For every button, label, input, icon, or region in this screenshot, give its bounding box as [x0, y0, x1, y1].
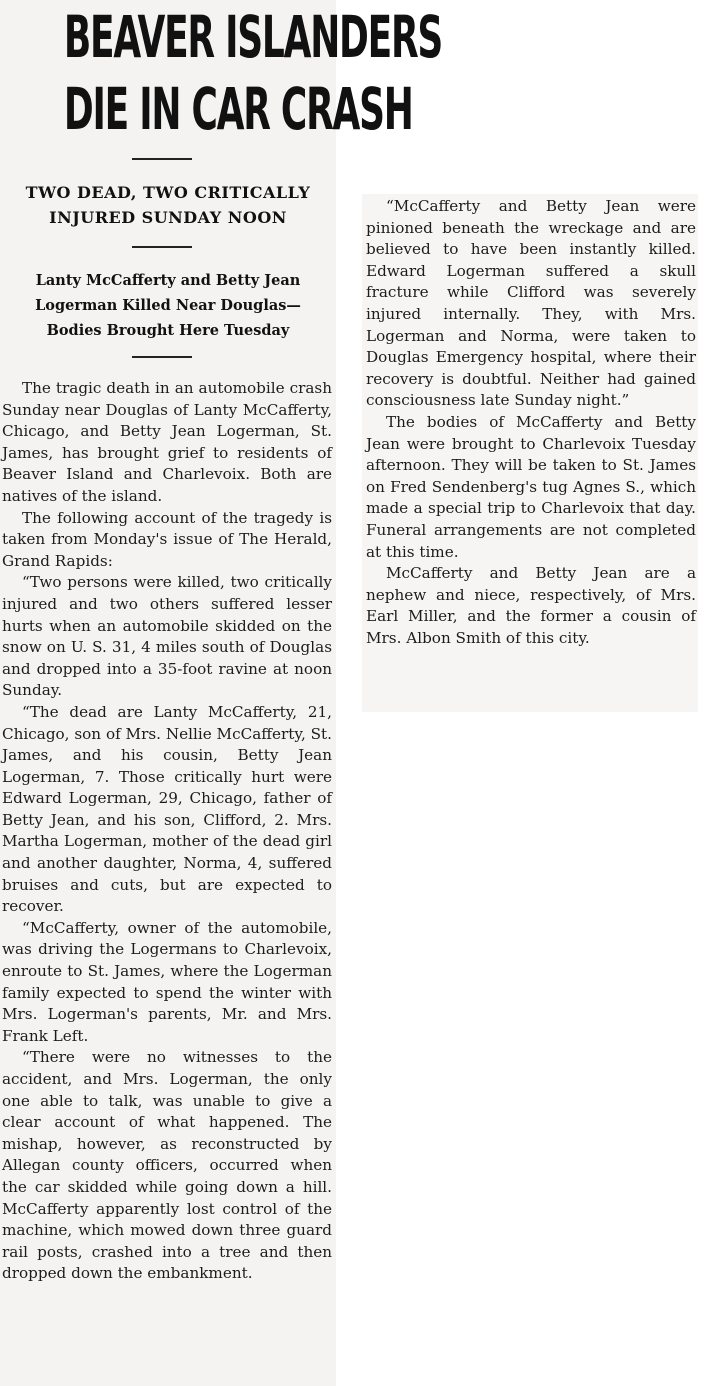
paragraph: “Two persons were killed, two critically injured and two others suffered lesser hurts when an automobile skidded on the snow on U. S. 31, 4 miles south of Douglas and dropped into a 35-foot ravine at noon Sunday.: [2, 573, 332, 700]
primary-deck-line: TWO DEAD, TWO CRITICALLY: [25, 183, 311, 202]
primary-deck: [0, 180, 336, 230]
paragraph: “McCafferty and Betty Jean were pinioned beneath the wreckage and are believed to have been instantly killed. Edward Logerman suffered a skull fracture while Clifford was severely injured internally. They, with Mrs. Logerman and Norma, were taken to Douglas Emergency hospital, where their recovery is doubtful. Neither had gained consciousness late Sunday night.”: [366, 197, 696, 410]
paragraph: The bodies of McCafferty and Betty Jean were brought to Charlevoix Tuesday afternoon. They will be taken to St. James on Fred Sendenberg's tug Agnes S., which made a special trip to Charlevoix that day. Funeral arrangements are not completed at this time.: [366, 412, 696, 561]
headline-line-1: BEAVER ISLANDERS: [63, 3, 443, 71]
paragraph: The following account of the tragedy is taken from Monday's issue of The Herald, Grand Rapids:: [2, 508, 332, 570]
article-body-right: [366, 196, 696, 649]
secondary-deck: [0, 268, 336, 343]
article-body-left: [2, 378, 332, 1285]
paragraph: “The dead are Lanty McCafferty, 21, Chicago, son of Mrs. Nellie McCafferty, St. James, and his cousin, Betty Jean Logerman, 7. Those critically hurt were Edward Logerman, 29, Chicago, father of Betty Jean, and his son, Clifford, 2. Mrs. Martha Logerman, mother of the dead girl and another daughter, Norma, 4, suffered bruises and cuts, but are expected to recover.: [2, 702, 332, 916]
secondary-deck-line: Lanty McCafferty and Betty Jean: [35, 272, 301, 289]
paragraph: “There were no witnesses to the accident, and Mrs. Logerman, the only one able to talk, was unable to give a clear account of what happened. The mishap, however, as reconstructed by Allegan county officers, occurred when the car skidded while going down a hill. McCafferty apparently lost control of the machine, which mowed down three guard rail posts, crashed into a tree and then dropped down the embankment.: [2, 1048, 332, 1283]
paragraph: McCafferty and Betty Jean are a nephew and niece, respectively, of Mrs. Earl Miller, and the former a cousin of Mrs. Albon Smith of this city.: [366, 564, 696, 647]
divider-rule: [132, 158, 192, 160]
secondary-deck-line: Logerman Killed Near Douglas—: [35, 297, 301, 314]
paragraph: “McCafferty, owner of the automobile, was driving the Logermans to Charlevoix, enroute to St. James, where the Logerman family expected to spend the winter with Mrs. Logerman's parents, Mr. and Mrs. Frank Left.: [2, 918, 332, 1045]
primary-deck-line: INJURED SUNDAY NOON: [49, 208, 287, 227]
paragraph: The tragic death in an automobile crash Sunday near Douglas of Lanty McCafferty, Chicago, and Betty Jean Logerman, St. James, has brought grief to residents of Beaver Island and Charlevoix. Both are natives of the island.: [2, 379, 332, 505]
secondary-deck-line: Bodies Brought Here Tuesday: [46, 322, 290, 339]
divider-rule: [132, 356, 192, 358]
divider-rule: [132, 246, 192, 248]
headline-line-2: DIE IN CAR CRASH: [63, 75, 413, 143]
